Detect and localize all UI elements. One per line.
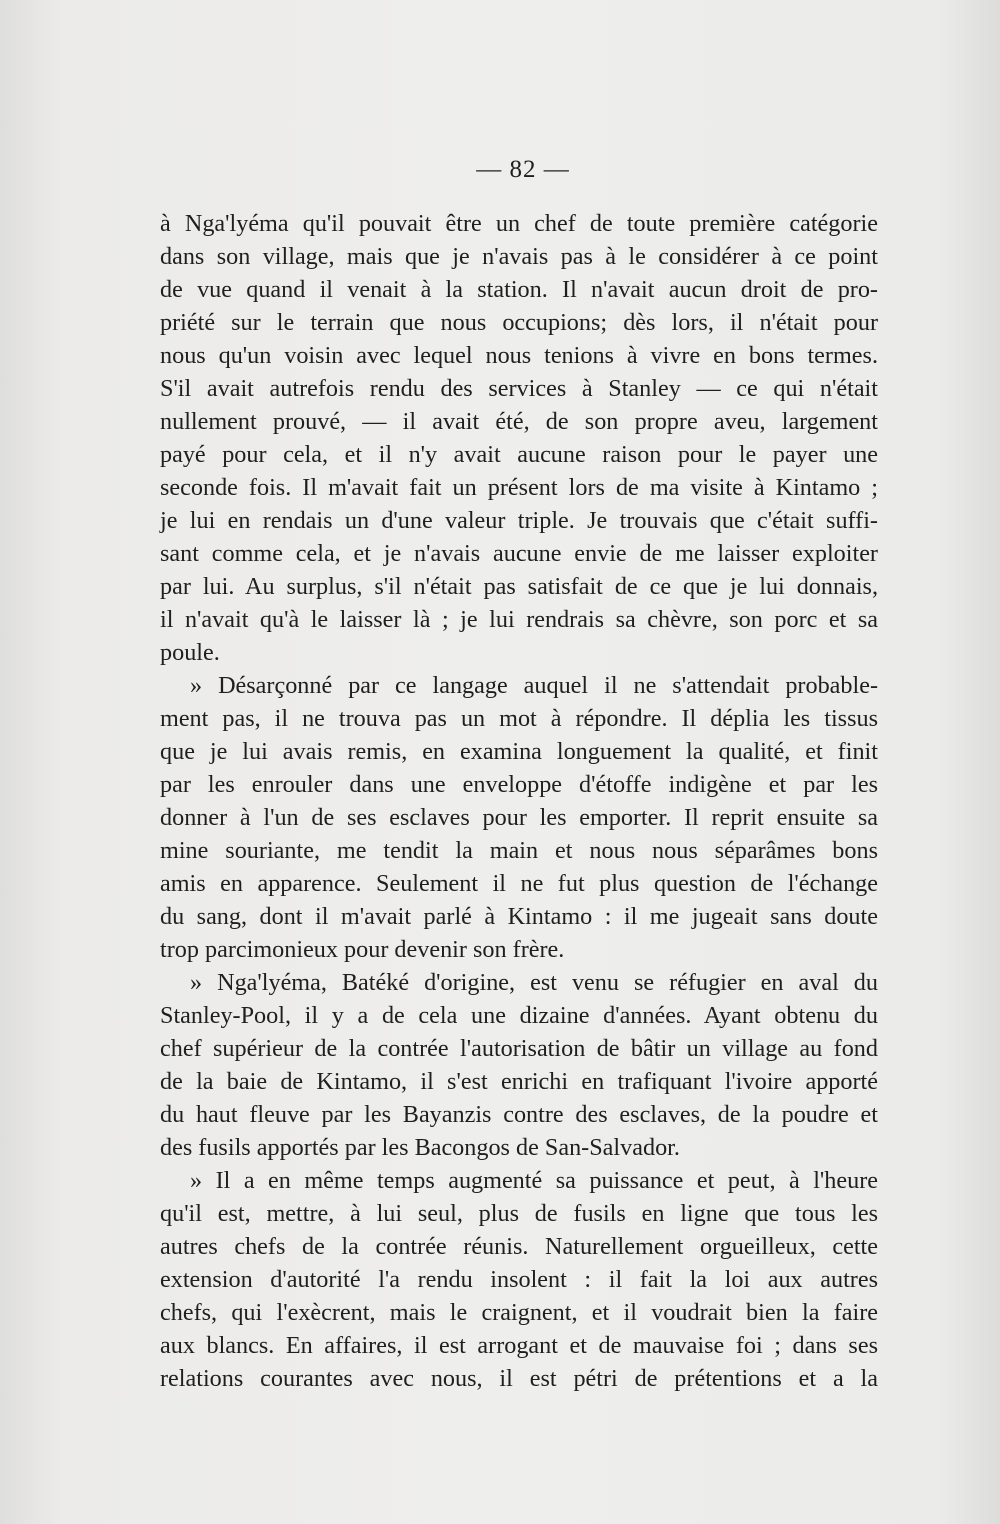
- text-line: de vue quand il venait à la station. Il n'avait aucun droit de pro-: [160, 276, 878, 303]
- text-line: que je lui avais remis, en examina longuement la qualité, et finit: [160, 738, 878, 765]
- text-line: relations courantes avec nous, il est pétri de prétentions et a la: [160, 1365, 878, 1392]
- paragraph-start-line: » Il a en même temps augmenté sa puissance et peut, à l'heure: [190, 1167, 878, 1194]
- text-line: chefs, qui l'exècrent, mais le craignent, et il voudrait bien la faire: [160, 1299, 878, 1326]
- paragraph-start-line: » Désarçonné par ce langage auquel il ne s'attendait probable-: [190, 672, 878, 699]
- text-line: payé pour cela, et il n'y avait aucune raison pour le payer une: [160, 441, 878, 468]
- text-line: sant comme cela, et je n'avais aucune envie de me laisser exploiter: [160, 540, 878, 567]
- text-line: nullement prouvé, — il avait été, de son propre aveu, largement: [160, 408, 878, 435]
- text-line: donner à l'un de ses esclaves pour les emporter. Il reprit ensuite sa: [160, 804, 878, 831]
- text-line: mine souriante, me tendit la main et nous nous séparâmes bons: [160, 837, 878, 864]
- text-line: amis en apparence. Seulement il ne fut plus question de l'échange: [160, 870, 878, 897]
- text-line: par lui. Au surplus, s'il n'était pas satisfait de ce que je lui donnais,: [160, 573, 878, 600]
- text-line: du haut fleuve par les Bayanzis contre des esclaves, de la poudre et: [160, 1101, 878, 1128]
- page-number: — 82 —: [476, 156, 570, 183]
- text-line: Stanley-Pool, il y a de cela une dizaine d'années. Ayant obtenu du: [160, 1002, 878, 1029]
- text-line: chef supérieur de la contrée l'autorisation de bâtir un village au fond: [160, 1035, 878, 1062]
- text-line: poule.: [160, 639, 220, 666]
- text-line: je lui en rendais un d'une valeur triple. Je trouvais que c'était suffi-: [160, 507, 878, 534]
- text-line: de la baie de Kintamo, il s'est enrichi en trafiquant l'ivoire apporté: [160, 1068, 878, 1095]
- text-line: ment pas, il ne trouva pas un mot à répondre. Il déplia les tissus: [160, 705, 878, 732]
- text-line: des fusils apportés par les Bacongos de San-Salvador.: [160, 1134, 680, 1161]
- text-line: du sang, dont il m'avait parlé à Kintamo : il me jugeait sans doute: [160, 903, 878, 930]
- text-line: nous qu'un voisin avec lequel nous tenions à vivre en bons termes.: [160, 342, 878, 369]
- text-line: S'il avait autrefois rendu des services à Stanley — ce qui n'était: [160, 375, 878, 402]
- text-line: seconde fois. Il m'avait fait un présent lors de ma visite à Kintamo ;: [160, 474, 878, 501]
- paragraph-start-line: » Nga'lyéma, Batéké d'origine, est venu se réfugier en aval du: [190, 969, 878, 996]
- text-line: trop parcimonieux pour devenir son frère.: [160, 936, 565, 963]
- text-line: par les enrouler dans une enveloppe d'étoffe indigène et par les: [160, 771, 878, 798]
- text-line: dans son village, mais que je n'avais pas à le considérer à ce point: [160, 243, 878, 270]
- text-line: aux blancs. En affaires, il est arrogant et de mauvaise foi ; dans ses: [160, 1332, 878, 1359]
- text-line: il n'avait qu'à le laisser là ; je lui rendrais sa chèvre, son porc et sa: [160, 606, 878, 633]
- text-line: qu'il est, mettre, à lui seul, plus de fusils en ligne que tous les: [160, 1200, 878, 1227]
- text-line: autres chefs de la contrée réunis. Naturellement orgueilleux, cette: [160, 1233, 878, 1260]
- text-line: extension d'autorité l'a rendu insolent : il fait la loi aux autres: [160, 1266, 878, 1293]
- text-line: priété sur le terrain que nous occupions; dès lors, il n'était pour: [160, 309, 878, 336]
- text-line: à Nga'lyéma qu'il pouvait être un chef de toute première catégorie: [160, 210, 878, 237]
